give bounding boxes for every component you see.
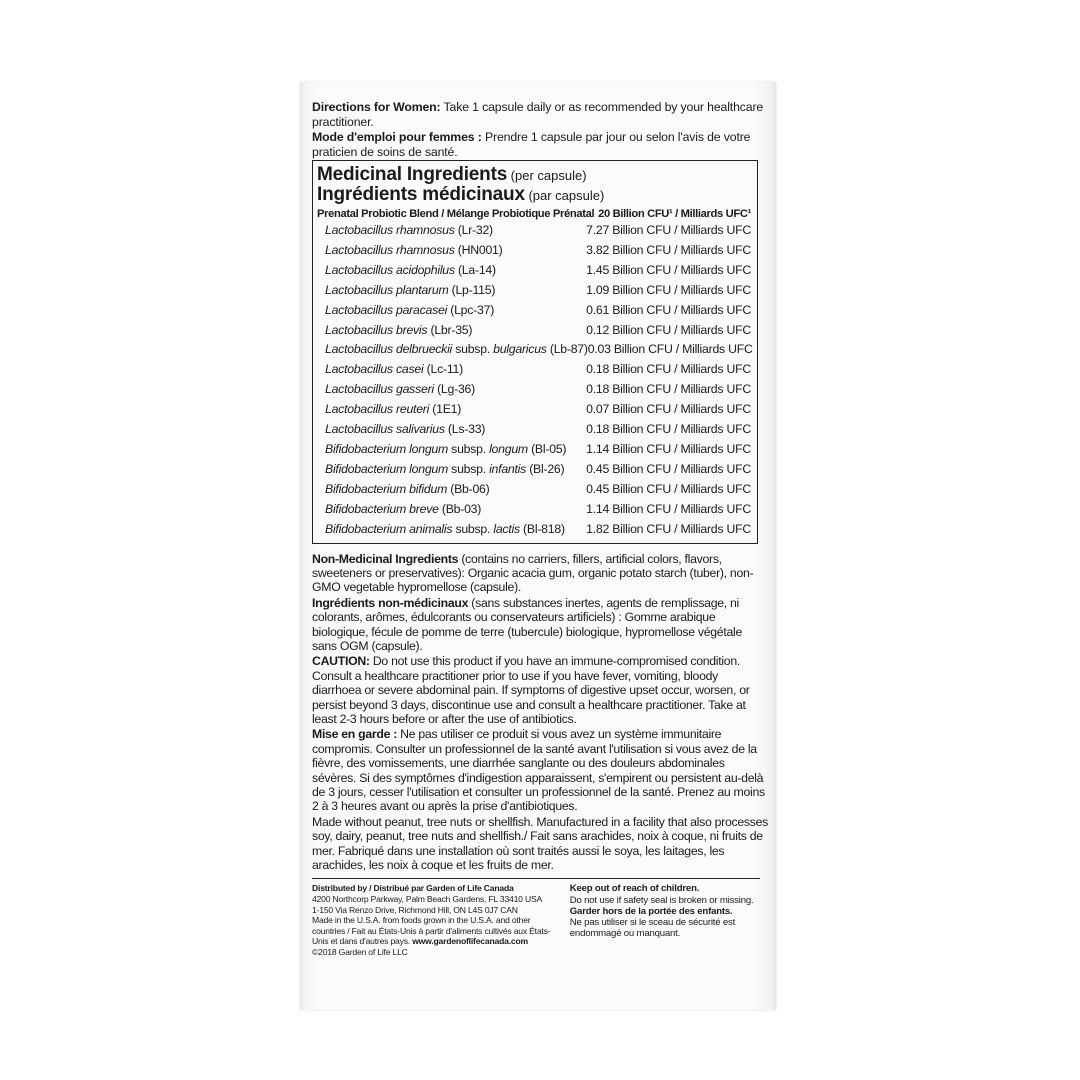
product-label-panel [300, 82, 776, 1010]
ingredient-name [325, 480, 489, 500]
mise-en-garde-label: Mise en garde : [312, 727, 398, 742]
copyright: ©2018 Garden of Life LLC [312, 947, 408, 957]
made-in-statement [312, 915, 556, 947]
ingredient-amount: 0.18 Billion CFU / Milliards UFC [586, 382, 751, 397]
ingredient-row [317, 480, 751, 500]
ingredient-subsp-marker: subsp. [448, 441, 490, 456]
ingredient-strain: (Lpc-37) [447, 302, 495, 317]
ingredient-amount: 1.82 Billion CFU / Milliards UFC [586, 521, 751, 536]
ingredient-species: Bifidobacterium animalis [325, 521, 453, 536]
ingredient-strain: (La-14) [454, 262, 496, 277]
ingredient-name [325, 281, 495, 301]
ingredient-species: Bifidobacterium longum [325, 441, 448, 456]
mode-emploi-text: Prendre 1 capsule par jour ou selon l'avis de votre praticien de soins de santé. [312, 130, 751, 159]
ingredient-strain: (Lr-32) [454, 223, 493, 237]
caution-fr [312, 727, 768, 813]
blend-header [317, 207, 751, 221]
ingredient-amount: 7.27 Billion CFU / Milliards UFC [586, 223, 751, 237]
ingredient-row [317, 261, 751, 281]
website-link: www.gardenoflifecanada.com [412, 936, 528, 947]
ingredient-strain: (Bb-03) [438, 501, 482, 516]
ingredient-amount: 0.07 Billion CFU / Milliards UFC [586, 402, 751, 417]
ingredient-row [317, 380, 751, 400]
ingredient-row [317, 420, 751, 440]
ingredient-species: Lactobacillus delbrueckii [325, 342, 453, 357]
footer-divider [312, 878, 760, 879]
ingredient-row [317, 520, 751, 540]
garder-hors-label: Garder hors de la portée des enfants. [569, 905, 733, 917]
medicinal-title-en [317, 165, 751, 185]
ingredient-amount: 0.61 Billion CFU / Milliards UFC [586, 302, 751, 317]
ingredient-species: Bifidobacterium bifidum [325, 481, 448, 496]
ingredient-name [325, 360, 463, 380]
directions-women-en [312, 100, 768, 129]
blend-amount: 20 Billion CFU¹ / Milliards UFC¹ [598, 208, 751, 220]
ingredient-species: Lactobacillus plantarum [325, 282, 449, 297]
ingredient-species: Lactobacillus acidophilus [325, 262, 455, 277]
medicinal-title-fr-sub: (par capsule) [524, 188, 605, 203]
ingredient-amount: 1.14 Billion CFU / Milliards UFC [586, 441, 751, 456]
ingredient-subsp-marker: subsp. [448, 461, 490, 476]
ingredient-amount: 0.45 Billion CFU / Milliards UFC [586, 481, 751, 496]
mise-en-garde-text: Ne pas utiliser ce produit si vous avez un système immunitaire compromis. Consulter un professionnel de la santé avant l'utilisation si vous avez de la fièvre, des vomissements, une diarrhée sanglante ou des douleurs abdominales sévères. Si des symptômes d'indigestion apparaissent, s'empirent ou persistent au-delà de 3 jours, cesser l'utilisation et consulter un professionnel de la santé. Prenez au moins 2 à 3 heures avant ou après la prise d'antibiotiques. [312, 727, 765, 814]
ingredient-species: Lactobacillus reuteri [325, 402, 430, 417]
ingredient-row [317, 400, 751, 420]
ingredient-strain: (1E1) [429, 402, 462, 417]
ingredient-list [317, 221, 751, 540]
ingredient-subspecies: lactis [493, 521, 520, 536]
ingredient-strain: (Bl-05) [527, 441, 567, 456]
ingredient-row [317, 340, 751, 360]
medicinal-title-fr [317, 185, 751, 205]
ingredient-name [325, 460, 564, 480]
ingredient-name [325, 340, 588, 360]
address-usa: 4200 Northcorp Parkway, Palm Beach Gardens, FL 33410 USA [312, 894, 543, 905]
ingredient-amount: 0.18 Billion CFU / Milliards UFC [586, 362, 751, 377]
non-medicinal-fr-label: Ingrédients non-médicinaux [312, 595, 469, 610]
ingredient-strain: (Bl-26) [526, 461, 565, 476]
safety-seal-text: Do not use if safety seal is broken or missing. [569, 894, 754, 906]
ingredient-row [317, 500, 751, 520]
ingredient-subsp-marker: subsp. [452, 342, 494, 357]
ingredient-subspecies: bulgaricus [493, 342, 547, 357]
ingredient-species: Lactobacillus rhamnosus [325, 242, 455, 257]
keep-out-label: Keep out of reach of children. [569, 883, 700, 895]
medicinal-title-fr-text: Ingrédients médicinaux [317, 184, 525, 205]
ingredient-name [325, 440, 566, 460]
medicinal-title-sub: (per capsule) [507, 168, 587, 183]
ingredient-amount: 0.12 Billion CFU / Milliards UFC [586, 322, 751, 337]
label-content [312, 100, 768, 958]
distributed-by-label: Distributed by / Distribué par Garden of Life Canada [312, 883, 514, 894]
lower-text [312, 552, 768, 873]
ingredient-name [325, 500, 481, 520]
ingredient-amount: 1.45 Billion CFU / Milliards UFC [586, 262, 751, 277]
non-medicinal-fr [312, 596, 768, 654]
non-medicinal-fr-text: (sans substances inertes, agents de remplissage, ni colorants, arômes, édulcorants ou conservateurs artificiels) : Gomme arabique biologique, fécule de pomme de terre (tubercule) biologique, hypromellose végétale sans OGM (capsule). [312, 595, 742, 653]
medicinal-ingredients-box [312, 160, 758, 544]
ingredient-name [325, 221, 493, 241]
ingredient-name [325, 241, 502, 261]
mode-emploi-label: Mode d'emploi pour femmes : [312, 130, 482, 144]
ingredient-species: Lactobacillus casei [325, 362, 424, 377]
ingredient-species: Lactobacillus gasseri [325, 382, 434, 397]
ingredient-strain: (Lp-115) [448, 282, 496, 297]
made-in-text: Made in the U.S.A. from foods grown in the U.S.A. and other countries / Fait au États-Unis à partir d'aliments cultivés aux États-Unis et dans d'autres pays. [312, 915, 551, 947]
ingredient-amount: 3.82 Billion CFU / Milliards UFC [586, 242, 751, 257]
ingredient-row [317, 221, 751, 241]
ingredient-strain: (Lbr-35) [427, 322, 473, 337]
ingredient-row [317, 241, 751, 261]
ingredient-species: Lactobacillus salivarius [325, 422, 445, 437]
ingredient-amount: 1.09 Billion CFU / Milliards UFC [586, 282, 751, 297]
ingredient-subsp-marker: subsp. [452, 521, 494, 536]
non-medicinal-en [312, 552, 768, 595]
sceau-securite-text: Ne pas utiliser si le sceau de sécurité est endommagé ou manquant. [569, 917, 736, 940]
ingredient-amount: 0.03 Billion CFU / Milliards UFC [587, 342, 753, 357]
address-canada: 1-150 Via Renzo Drive, Richmond Hill, ON L4S 0J7 CAN [312, 904, 518, 915]
ingredient-strain: (Lg-36) [433, 382, 475, 397]
keep-out-of-reach [556, 883, 768, 957]
ingredient-species: Lactobacillus brevis [325, 322, 428, 337]
ingredient-name [325, 380, 475, 400]
ingredient-name [325, 520, 565, 540]
ingredient-name [325, 400, 461, 420]
ingredient-row [317, 321, 751, 341]
ingredient-row [317, 460, 751, 480]
caution-en [312, 654, 768, 726]
directions-women-text: Take 1 capsule daily or as recommended by your healthcare practitioner. [312, 100, 764, 129]
ingredient-strain: (HN001) [454, 242, 503, 257]
ingredient-species: Bifidobacterium longum [325, 461, 448, 476]
ingredient-name [325, 321, 472, 341]
caution-text: Do not use this product if you have an immune-compromised condition. Consult a healthcare practitioner prior to use if you have fever, vomiting, bloody diarrhoea or severe abdominal pain. If symptoms of digestive upset occur, worsen, or persist beyond 3 days, discontinue use and consult a healthcare practitioner. Take at least 2-3 hours before or after the use of antibiotics. [312, 654, 750, 726]
ingredient-row [317, 440, 751, 460]
ingredient-row [317, 360, 751, 380]
ingredient-name [325, 261, 496, 281]
ingredient-amount: 0.18 Billion CFU / Milliards UFC [586, 422, 751, 437]
allergen-statement: Made without peanut, tree nuts or shellfish. Manufactured in a facility that also processes soy, dairy, peanut, tree nuts and shellfish./ Fait sans arachides, noix à coque, ni fruits de mer. Fabriqué dans une installation où sont traités aussi le soya, les laitages, les arachides, les noix à coque et les fruits de mer. [312, 814, 768, 873]
ingredient-name [325, 420, 485, 440]
ingredient-strain: (Bb-06) [447, 481, 490, 496]
caution-label: CAUTION: [312, 654, 370, 669]
ingredient-species: Lactobacillus rhamnosus [325, 223, 455, 237]
blend-label: Prenatal Probiotic Blend / Mélange Probiotique Prénatal [317, 208, 595, 220]
ingredient-strain: (Lb-87) [546, 342, 588, 357]
label-footer [312, 883, 768, 957]
non-medicinal-text: (contains no carriers, fillers, artificial colors, flavors, sweeteners or preservatives): Organic acacia gum, organic potato starch (tuber), non-GMO vegetable hypromellose (capsule). [312, 551, 754, 595]
ingredient-row [317, 301, 751, 321]
medicinal-title-text: Medicinal Ingredients [317, 164, 508, 185]
directions-women-fr [312, 130, 768, 159]
distribution-info [312, 883, 556, 957]
non-medicinal-label: Non-Medicinal Ingredients [312, 551, 459, 566]
ingredient-amount: 0.45 Billion CFU / Milliards UFC [586, 461, 751, 476]
ingredient-subspecies: infantis [489, 461, 527, 476]
ingredient-strain: (Lc-11) [423, 362, 463, 377]
ingredient-name [325, 301, 494, 321]
ingredient-row [317, 281, 751, 301]
ingredient-species: Bifidobacterium breve [325, 501, 439, 516]
ingredient-strain: (Ls-33) [444, 422, 486, 437]
directions-women-label: Directions for Women: [312, 100, 441, 114]
ingredient-subspecies: longum [489, 441, 528, 456]
ingredient-amount: 1.14 Billion CFU / Milliards UFC [586, 501, 751, 516]
ingredient-strain: (Bl-818) [519, 521, 565, 536]
ingredient-species: Lactobacillus paracasei [325, 302, 448, 317]
